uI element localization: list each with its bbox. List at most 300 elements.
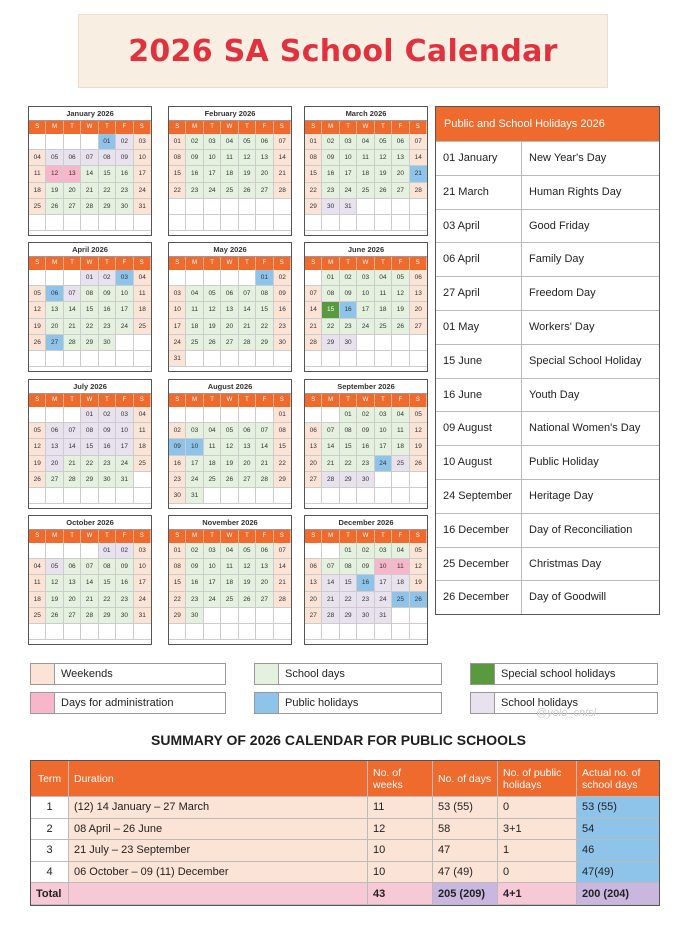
weekday-header: T: [375, 394, 392, 407]
empty-day-cell: [392, 199, 409, 215]
day-cell: 27: [392, 183, 409, 199]
empty-day-cell: [29, 134, 46, 150]
month-name: June 2026: [305, 243, 427, 257]
month-grid: [29, 394, 151, 504]
day-cell: 15: [99, 575, 116, 591]
empty-day-cell: [322, 543, 339, 559]
day-cell: 24: [134, 592, 151, 608]
month-grid: [29, 121, 151, 231]
holiday-row: [436, 580, 659, 614]
weekday-header: M: [322, 394, 339, 407]
day-cell: 01: [169, 543, 186, 559]
day-cell: 14: [322, 575, 339, 591]
summary-title: SUMMARY OF 2026 CALENDAR FOR PUBLIC SCHOOLS: [151, 732, 526, 748]
empty-day-cell: [116, 488, 133, 504]
empty-day-cell: [81, 351, 98, 367]
day-cell: 16: [340, 302, 357, 318]
empty-day-cell: [410, 351, 427, 367]
day-cell: 04: [134, 407, 151, 423]
empty-day-cell: [392, 624, 409, 640]
term-actual-days: 47(49): [577, 862, 659, 884]
empty-day-cell: [29, 488, 46, 504]
day-cell: 06: [256, 134, 273, 150]
month-calendar: [28, 106, 152, 236]
day-cell: 07: [274, 543, 291, 559]
empty-day-cell: [64, 407, 81, 423]
holiday-date: 26 December: [436, 581, 522, 614]
month-grid: [169, 257, 291, 367]
empty-day-cell: [221, 488, 238, 504]
day-cell: 05: [375, 134, 392, 150]
day-cell: 09: [357, 559, 374, 575]
day-cell: 17: [375, 439, 392, 455]
empty-day-cell: [357, 488, 374, 504]
day-cell: 14: [274, 150, 291, 166]
day-cell: 01: [81, 407, 98, 423]
day-cell: 15: [99, 166, 116, 182]
day-cell: 31: [134, 608, 151, 624]
day-cell: 02: [99, 407, 116, 423]
day-cell: 27: [221, 335, 238, 351]
day-cell: 11: [221, 559, 238, 575]
total-duration: [69, 883, 368, 905]
header-duration: Duration: [69, 761, 368, 797]
day-cell: 30: [274, 335, 291, 351]
day-cell: 14: [256, 439, 273, 455]
weekday-header: T: [99, 257, 116, 270]
empty-day-cell: [410, 624, 427, 640]
empty-day-cell: [46, 488, 63, 504]
empty-day-cell: [221, 351, 238, 367]
holiday-name: Human Rights Day: [529, 185, 622, 198]
day-cell: 04: [375, 270, 392, 286]
day-cell: 21: [239, 319, 256, 335]
day-cell: 10: [134, 559, 151, 575]
holiday-date: 10 August: [436, 446, 522, 479]
weekday-header: S: [410, 394, 427, 407]
empty-day-cell: [239, 488, 256, 504]
empty-day-cell: [221, 215, 238, 231]
day-cell: 08: [322, 286, 339, 302]
empty-day-cell: [322, 488, 339, 504]
day-cell: 05: [239, 543, 256, 559]
weekday-header: S: [305, 530, 322, 543]
title-banner: [78, 14, 608, 88]
day-cell: 12: [392, 286, 409, 302]
day-cell: 04: [186, 286, 203, 302]
weekday-header: W: [81, 257, 98, 270]
day-cell: 12: [221, 439, 238, 455]
empty-day-cell: [64, 351, 81, 367]
holidays-table: [435, 106, 660, 615]
day-cell: 29: [340, 472, 357, 488]
legend-weekends: [30, 663, 226, 685]
weekday-header: S: [169, 121, 186, 134]
month-grid: [169, 394, 291, 504]
day-cell: 15: [340, 575, 357, 591]
day-cell: 06: [46, 286, 63, 302]
day-cell: 04: [29, 150, 46, 166]
day-cell: 24: [375, 456, 392, 472]
weekday-header: W: [81, 121, 98, 134]
day-cell: 17: [375, 575, 392, 591]
term-weeks: 11: [368, 797, 433, 819]
day-cell: 06: [256, 543, 273, 559]
empty-day-cell: [99, 624, 116, 640]
term-number: 1: [31, 797, 69, 819]
empty-day-cell: [221, 608, 238, 624]
day-cell: 11: [357, 150, 374, 166]
weekday-header: T: [239, 530, 256, 543]
day-cell: 21: [64, 319, 81, 335]
empty-day-cell: [256, 488, 273, 504]
holiday-date: 25 December: [436, 548, 522, 581]
month-calendar: [28, 379, 152, 509]
day-cell: 08: [340, 423, 357, 439]
empty-day-cell: [357, 351, 374, 367]
weekday-header: T: [375, 257, 392, 270]
day-cell: 24: [169, 335, 186, 351]
weekday-header: M: [186, 394, 203, 407]
day-cell: 26: [239, 592, 256, 608]
day-cell: 09: [116, 150, 133, 166]
day-cell: 15: [169, 575, 186, 591]
day-cell: 20: [392, 166, 409, 182]
summary-table: [30, 760, 660, 906]
term-days: 47: [433, 840, 498, 862]
empty-day-cell: [186, 270, 203, 286]
day-cell: 22: [340, 456, 357, 472]
day-cell: 09: [322, 150, 339, 166]
day-cell: 29: [274, 472, 291, 488]
empty-day-cell: [375, 488, 392, 504]
day-cell: 31: [186, 488, 203, 504]
summary-row: [31, 819, 659, 841]
day-cell: 07: [81, 559, 98, 575]
day-cell: 28: [274, 592, 291, 608]
day-cell: 11: [134, 286, 151, 302]
empty-day-cell: [204, 624, 221, 640]
day-cell: 30: [99, 335, 116, 351]
weekday-header: T: [239, 257, 256, 270]
weekday-header: W: [357, 394, 374, 407]
day-cell: 16: [357, 439, 374, 455]
total-days: 205 (209): [433, 883, 498, 905]
empty-day-cell: [64, 488, 81, 504]
empty-day-cell: [64, 624, 81, 640]
day-cell: 25: [134, 319, 151, 335]
term-number: 2: [31, 819, 69, 841]
month-grid: [305, 257, 427, 367]
day-cell: 25: [392, 456, 409, 472]
empty-day-cell: [221, 624, 238, 640]
day-cell: 19: [46, 183, 63, 199]
term-actual-days: 54: [577, 819, 659, 841]
day-cell: 08: [81, 423, 98, 439]
day-cell: 22: [274, 456, 291, 472]
weekday-header: F: [116, 257, 133, 270]
day-cell: 22: [305, 183, 322, 199]
day-cell: 17: [204, 575, 221, 591]
day-cell: 19: [392, 302, 409, 318]
month-calendar: [304, 379, 428, 509]
weekday-header: T: [204, 121, 221, 134]
day-cell: 17: [357, 302, 374, 318]
empty-day-cell: [134, 488, 151, 504]
day-cell: 11: [375, 286, 392, 302]
term-days: 58: [433, 819, 498, 841]
day-cell: 19: [410, 575, 427, 591]
day-cell: 18: [375, 302, 392, 318]
legend-label: School days: [285, 668, 345, 680]
day-cell: 10: [375, 559, 392, 575]
empty-day-cell: [375, 199, 392, 215]
day-cell: 05: [221, 423, 238, 439]
day-cell: 28: [64, 335, 81, 351]
day-cell: 16: [169, 456, 186, 472]
day-cell: 01: [256, 270, 273, 286]
day-cell: 23: [340, 319, 357, 335]
month-name: April 2026: [29, 243, 151, 257]
day-cell: 10: [204, 559, 221, 575]
day-cell: 19: [239, 575, 256, 591]
day-cell: 21: [410, 166, 427, 182]
day-cell: 28: [239, 335, 256, 351]
empty-day-cell: [239, 407, 256, 423]
day-cell: 23: [99, 319, 116, 335]
empty-day-cell: [169, 407, 186, 423]
school-holidays-swatch: [471, 693, 495, 713]
summary-header-row: [31, 761, 659, 797]
total-label: Total: [31, 883, 69, 905]
header-public-holidays: No. of public holidays: [498, 761, 577, 797]
day-cell: 01: [322, 270, 339, 286]
month-name: January 2026: [29, 107, 151, 121]
day-cell: 09: [186, 559, 203, 575]
day-cell: 01: [99, 134, 116, 150]
empty-day-cell: [274, 199, 291, 215]
day-cell: 11: [134, 423, 151, 439]
day-cell: 07: [256, 423, 273, 439]
empty-day-cell: [204, 351, 221, 367]
day-cell: 25: [134, 456, 151, 472]
day-cell: 29: [256, 335, 273, 351]
day-cell: 15: [81, 439, 98, 455]
day-cell: 03: [375, 407, 392, 423]
day-cell: 24: [134, 183, 151, 199]
holiday-date: 15 June: [436, 345, 522, 378]
day-cell: 23: [357, 592, 374, 608]
weekday-header: S: [134, 394, 151, 407]
day-cell: 15: [169, 166, 186, 182]
weekday-header: F: [256, 121, 273, 134]
weekday-header: W: [81, 394, 98, 407]
empty-day-cell: [239, 351, 256, 367]
day-cell: 26: [221, 472, 238, 488]
legend-label: Days for administration: [61, 697, 174, 709]
day-cell: 22: [340, 592, 357, 608]
day-cell: 20: [46, 319, 63, 335]
day-cell: 19: [29, 319, 46, 335]
term-public-holidays: 0: [498, 797, 577, 819]
empty-day-cell: [410, 472, 427, 488]
day-cell: 23: [322, 183, 339, 199]
empty-day-cell: [221, 199, 238, 215]
empty-day-cell: [29, 543, 46, 559]
holiday-date: 27 April: [436, 277, 522, 310]
holiday-name: Christmas Day: [529, 557, 602, 570]
day-cell: 25: [375, 319, 392, 335]
day-cell: 12: [375, 150, 392, 166]
weekday-header: T: [204, 257, 221, 270]
day-cell: 05: [46, 150, 63, 166]
summary-total-row: [31, 883, 659, 905]
weekday-header: F: [256, 530, 273, 543]
day-cell: 15: [322, 302, 339, 318]
day-cell: 22: [81, 319, 98, 335]
weekday-header: F: [116, 530, 133, 543]
empty-day-cell: [410, 488, 427, 504]
empty-day-cell: [239, 624, 256, 640]
day-cell: 15: [305, 166, 322, 182]
day-cell: 22: [99, 183, 116, 199]
day-cell: 13: [46, 439, 63, 455]
holiday-name: Good Friday: [529, 219, 590, 232]
empty-day-cell: [186, 199, 203, 215]
day-cell: 13: [392, 150, 409, 166]
legend-label: School holidays: [501, 697, 579, 709]
empty-day-cell: [116, 624, 133, 640]
day-cell: 07: [274, 134, 291, 150]
day-cell: 21: [81, 183, 98, 199]
day-cell: 18: [357, 166, 374, 182]
empty-day-cell: [29, 270, 46, 286]
weekday-header: W: [221, 394, 238, 407]
day-cell: 30: [322, 199, 339, 215]
day-cell: 22: [169, 592, 186, 608]
day-cell: 17: [116, 302, 133, 318]
day-cell: 26: [29, 472, 46, 488]
day-cell: 20: [221, 319, 238, 335]
holiday-date: 01 January: [436, 142, 522, 175]
empty-day-cell: [186, 351, 203, 367]
weekday-header: S: [134, 257, 151, 270]
day-cell: 27: [256, 592, 273, 608]
month-grid: [29, 257, 151, 367]
day-cell: 30: [99, 472, 116, 488]
day-cell: 03: [169, 286, 186, 302]
day-cell: 16: [274, 302, 291, 318]
term-duration: 21 July – 23 September: [69, 840, 368, 862]
day-cell: 17: [186, 456, 203, 472]
empty-day-cell: [81, 215, 98, 231]
empty-day-cell: [357, 335, 374, 351]
holiday-name: Heritage Day: [529, 489, 594, 502]
day-cell: 12: [239, 150, 256, 166]
day-cell: 09: [169, 439, 186, 455]
holiday-row: [436, 547, 659, 581]
day-cell: 07: [64, 286, 81, 302]
weekday-header: W: [357, 121, 374, 134]
empty-day-cell: [116, 215, 133, 231]
weekday-header: W: [357, 257, 374, 270]
day-cell: 31: [340, 199, 357, 215]
day-cell: 19: [29, 456, 46, 472]
day-cell: 12: [46, 575, 63, 591]
day-cell: 09: [274, 286, 291, 302]
day-cell: 20: [64, 183, 81, 199]
empty-day-cell: [322, 624, 339, 640]
day-cell: 24: [375, 592, 392, 608]
holiday-row: [436, 242, 659, 276]
watermark: @yolo_cntsl: [536, 707, 597, 719]
empty-day-cell: [46, 215, 63, 231]
day-cell: 18: [221, 575, 238, 591]
day-cell: 14: [64, 302, 81, 318]
empty-day-cell: [169, 215, 186, 231]
empty-day-cell: [256, 624, 273, 640]
summary-row: [31, 862, 659, 884]
day-cell: 11: [29, 166, 46, 182]
empty-day-cell: [46, 407, 63, 423]
holiday-row: [436, 411, 659, 445]
day-cell: 10: [116, 423, 133, 439]
month-calendar: [304, 515, 428, 645]
day-cell: 04: [357, 134, 374, 150]
weekday-header: S: [134, 121, 151, 134]
month-calendar: [168, 379, 292, 509]
total-public-holidays: 4+1: [498, 883, 577, 905]
day-cell: 21: [256, 456, 273, 472]
day-cell: 01: [274, 407, 291, 423]
empty-day-cell: [29, 624, 46, 640]
empty-day-cell: [375, 335, 392, 351]
day-cell: 28: [256, 472, 273, 488]
day-cell: 18: [392, 575, 409, 591]
holiday-name: Youth Day: [529, 388, 580, 401]
day-cell: 24: [116, 456, 133, 472]
day-cell: 24: [186, 472, 203, 488]
empty-day-cell: [375, 351, 392, 367]
day-cell: 18: [134, 439, 151, 455]
day-cell: 08: [81, 286, 98, 302]
weekday-header: W: [221, 257, 238, 270]
empty-day-cell: [256, 608, 273, 624]
month-grid: [305, 394, 427, 504]
day-cell: 18: [221, 166, 238, 182]
day-cell: 03: [340, 134, 357, 150]
weekday-header: T: [99, 394, 116, 407]
day-cell: 08: [274, 423, 291, 439]
administration-swatch: [31, 693, 55, 713]
empty-day-cell: [274, 608, 291, 624]
day-cell: 08: [340, 559, 357, 575]
month-calendar: [168, 242, 292, 372]
day-cell: 26: [29, 335, 46, 351]
empty-day-cell: [340, 351, 357, 367]
day-cell: 23: [357, 456, 374, 472]
empty-day-cell: [186, 215, 203, 231]
empty-day-cell: [274, 624, 291, 640]
day-cell: 25: [357, 183, 374, 199]
day-cell: 10: [134, 150, 151, 166]
holiday-row: [436, 513, 659, 547]
day-cell: 29: [340, 608, 357, 624]
day-cell: 20: [46, 456, 63, 472]
empty-day-cell: [340, 488, 357, 504]
day-cell: 25: [29, 608, 46, 624]
month-calendar: [168, 106, 292, 236]
